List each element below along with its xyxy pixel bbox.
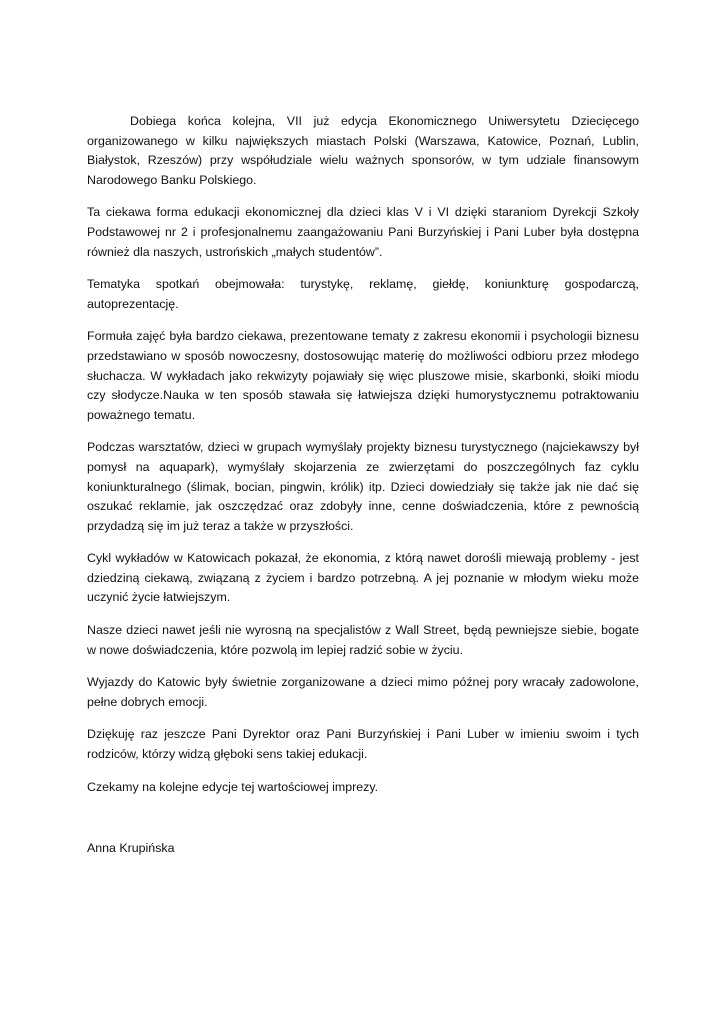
paragraph-intro: Dobiega końca kolejna, VII już edycja Ekonomicznego Uniwersytetu Dziecięcego organizowanego w kilku największych miastach Polski (Warszawa, Katowice, Poznań, Lublin, Białystok, Rzeszów) przy współudziale wielu ważnych sponsorów, w tym udziale finansowym Narodowego Banku Polskiego. — [87, 114, 639, 187]
paragraph-closing: Czekamy na kolejne edycje tej wartościowej imprezy. — [87, 779, 379, 794]
paragraph-thanks: Dziękuję raz jeszcze Pani Dyrektor oraz Pani Burzyńskiej i Pani Luber w imieniu swoim i tych rodziców, którzy widzą głęboki sens takiej edukacji. — [87, 727, 639, 762]
paragraph-workshops: Podczas warsztatów, dzieci w grupach wymyślały projekty biznesu turystycznego (najciekawszy był pomysł na aquapark), wymyślały skojarzenia ze zwierzętami do poszczególnych faz cyklu koniunkturalnego (ślimak, bocian, pingwin, królik) itp. Dzieci dowiedziały się także jak nie dać się oszukać reklamie, jak oszczędzać oraz zdobyły inne, cenne doświadczenia, które z pewnością przydadzą się im już teraz a także w przyszłości. — [87, 440, 639, 533]
signature: Anna Krupińska — [87, 841, 175, 856]
document-body — [87, 112, 639, 872]
paragraph-trips: Wyjazdy do Katowic były świetnie zorganizowane a dzieci mimo późnej pory wracały zadowolone, pełne dobrych emocji. — [87, 675, 639, 709]
paragraph-lecture-cycle: Cykl wykładów w Katowicach pokazał, że ekonomia, z którą nawet dorośli miewają problemy - jest dziedziną ciekawą, związaną z życiem i bardzo potrzebną. A jej poznanie w młodym wieku może uczynić życie łatwiejszym. — [87, 551, 639, 605]
paragraph-education-form: Ta ciekawa forma edukacji ekonomicznej dla dzieci klas V i VI dzięki staraniom Dyrekcji Szkoły Podstawowej nr 2 i profesjonalnemu zaangażowaniu Pani Burzyńskiej i Pani Luber była dostępna również dla naszych, ustrońskich „małych studentów”. — [87, 205, 639, 259]
paragraph-class-format: Formuła zajęć była bardzo ciekawa, prezentowane tematy z zakresu ekonomii i psychologii biznesu przedstawiano w sposób nowoczesny, dostosowując materię do możliwości odbioru przez młodego słuchacza. W wykładach jako rekwizyty pojawiały się więc pluszowe misie, skarbonki, słoiki miodu czy słodycze.Nauka w ten sposób stawała się łatwiejsza dzięki humorystycznemu potraktowaniu poważnego tematu. — [87, 329, 639, 422]
paragraph-our-children: Nasze dzieci nawet jeśli nie wyrosną na specjalistów z Wall Street, będą pewniejsze siebie, bogate w nowe doświadczenia, które pozwolą im lepiej radzić sobie w życiu. — [87, 623, 639, 657]
paragraph-topics: Tematyka spotkań obejmowała: turystykę, reklamę, giełdę, koniunkturę gospodarczą, autoprezentację. — [87, 277, 639, 311]
